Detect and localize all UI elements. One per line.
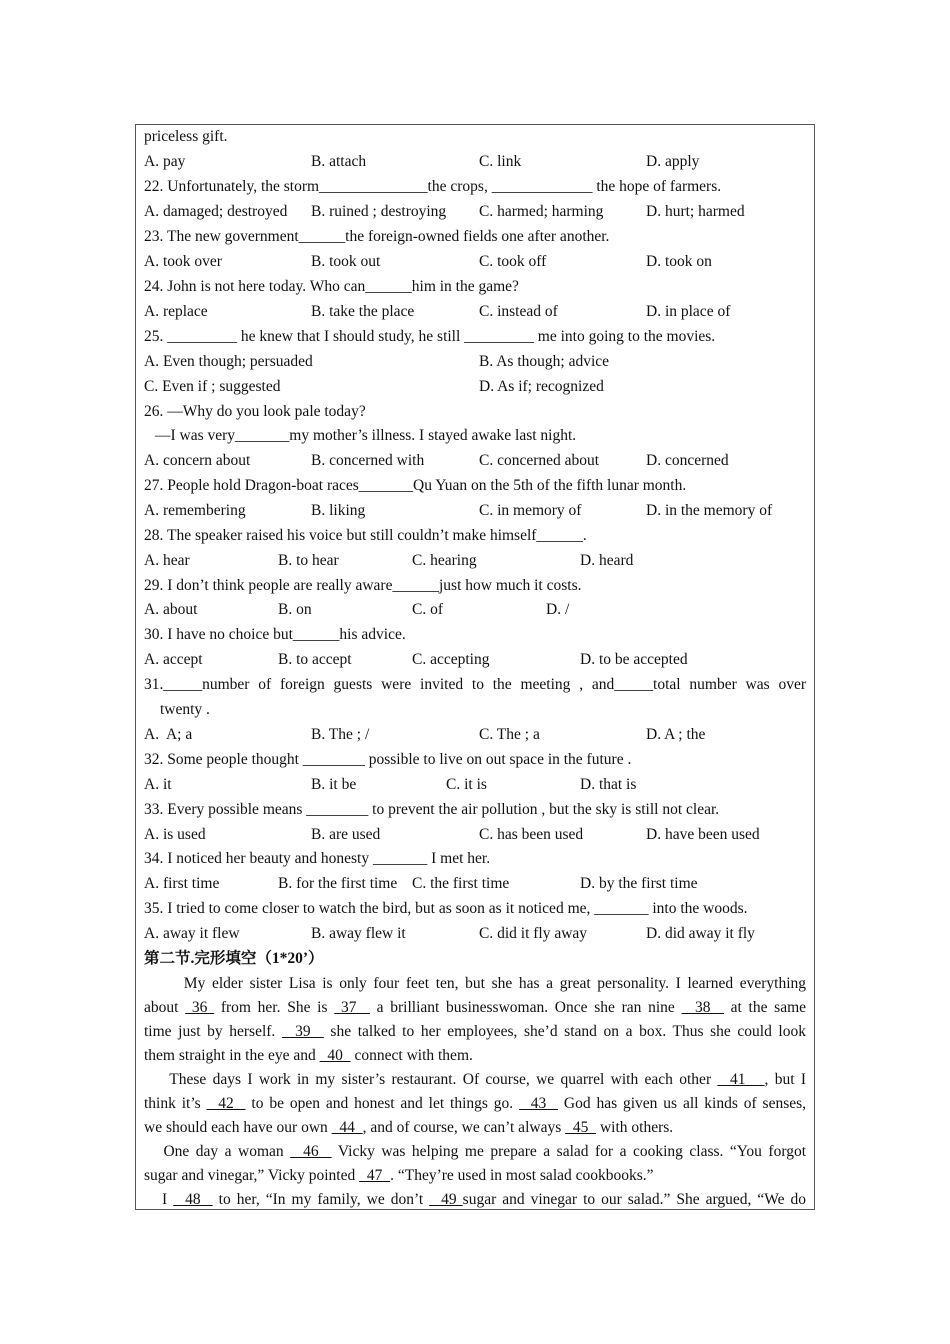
question-text: 33. Every possible means ________ to prevent the air pollution , but the sky is still not clear. <box>144 801 720 818</box>
option-d: D. / <box>546 601 570 618</box>
options-row <box>144 202 806 222</box>
cloze-blank: 45 <box>565 1119 597 1136</box>
options-row <box>144 252 806 272</box>
option-a: A. took over <box>144 253 222 270</box>
passage-text: to be open and honest and let things go. <box>245 1095 520 1112</box>
passage-text: sugar and vinegar to our salad.” She argued, “We do <box>462 1191 807 1208</box>
option-b: B. concerned with <box>311 452 425 469</box>
passage-text: think it’s <box>144 1095 207 1112</box>
option-c: C. took off <box>479 253 547 270</box>
option-b: B. take the place <box>311 303 415 320</box>
option-c: C. hearing <box>412 552 477 569</box>
option-b: B. are used <box>311 826 381 843</box>
question-text: 32. Some people thought ________ possible to live on out space in the future . <box>144 751 632 768</box>
question-text: twenty . <box>160 701 210 718</box>
passage-line <box>144 1094 806 1114</box>
passage-line <box>144 1190 806 1210</box>
question-text: 35. I tried to come closer to watch the bird, but as soon as it noticed me, _______ into the woods. <box>144 900 748 917</box>
question-text: 25. _________ he knew that I should study, he still _________ me into going to the movies. <box>144 328 716 345</box>
options-row <box>144 501 806 521</box>
options-row <box>144 600 806 620</box>
option-d: D. did away it fly <box>646 925 755 942</box>
options-row <box>144 650 806 670</box>
question-text: —I was very_______my mother’s illness. I stayed awake last night. <box>155 427 577 444</box>
cloze-blank: 43 <box>519 1095 559 1112</box>
passage-text: . “They’re used in most salad cookbooks.” <box>390 1167 654 1184</box>
options-row <box>144 451 806 471</box>
cloze-blank: 41 <box>717 1071 765 1088</box>
passage-text: we should each have our own <box>144 1119 332 1136</box>
option-b: B. liking <box>311 502 366 519</box>
option-a: A. away it flew <box>144 925 240 942</box>
passage-line <box>144 998 806 1018</box>
option-d: D. heard <box>580 552 634 569</box>
question-text: priceless gift. <box>144 128 228 145</box>
option-c: C. did it fly away <box>479 925 588 942</box>
option-a: A. accept <box>144 651 203 668</box>
option-d: D. to be accepted <box>580 651 688 668</box>
cloze-blank: 37 <box>334 999 370 1016</box>
option-b: B. attach <box>311 153 367 170</box>
question-text: 28. The speaker raised his voice but still couldn’t make himself______. <box>144 527 587 544</box>
passage-line <box>144 1142 806 1162</box>
option-b: B. took out <box>311 253 381 270</box>
passage-text: them straight in the eye and <box>144 1047 320 1064</box>
passage-line <box>144 1022 806 1042</box>
passage-text: God has given us all kinds of senses, <box>558 1095 807 1112</box>
passage-text: connect with them. <box>350 1047 473 1064</box>
passage-text: One day a woman <box>144 1143 291 1160</box>
option-a: A. is used <box>144 826 206 843</box>
passage-text: time just by herself. <box>144 1023 282 1040</box>
question-text: 30. I have no choice but______his advice. <box>144 626 406 643</box>
option-b: B. for the first time <box>278 875 398 892</box>
option-d: D. hurt; harmed <box>646 203 745 220</box>
cloze-blank: 42 <box>206 1095 246 1112</box>
option-d: D. that is <box>580 776 637 793</box>
option-d: D. have been used <box>646 826 760 843</box>
options-row <box>144 377 806 397</box>
option-a: A. remembering <box>144 502 246 519</box>
option-d: D. by the first time <box>580 875 698 892</box>
passage-text: , but I <box>764 1071 807 1088</box>
question-text: 34. I noticed her beauty and honesty _______ I met her. <box>144 850 491 867</box>
option-a: A. damaged; destroyed <box>144 203 288 220</box>
options-row <box>144 551 806 571</box>
option-d: D. in place of <box>646 303 731 320</box>
options-row <box>144 874 806 894</box>
passage-line <box>144 1046 806 1066</box>
passage-text: These days I work in my sister’s restaurant. Of course, we quarrel with each other <box>144 1071 718 1088</box>
passage-line <box>144 1166 806 1186</box>
option-c: C. accepting <box>412 651 490 668</box>
option-a: A. it <box>144 776 172 793</box>
passage-text: My elder sister Lisa is only four feet ten, but she has a great personality. I learned everything <box>144 975 806 992</box>
option-b: B. on <box>278 601 312 618</box>
option-a: A. first time <box>144 875 220 892</box>
question-text: 31._____number of foreign guests were invited to the meeting , and_____total number was over <box>144 676 806 693</box>
option-b: B. to accept <box>278 651 352 668</box>
option-c: C. of <box>412 601 443 618</box>
passage-text: I <box>144 1191 174 1208</box>
passage-line <box>144 1118 806 1138</box>
options-row <box>144 152 806 172</box>
option-c: C. instead of <box>479 303 558 320</box>
option-c: C. the first time <box>412 875 510 892</box>
cloze-blank: 36 <box>185 999 215 1016</box>
section-heading: 第二节.完形填空（1*20’） <box>144 950 324 967</box>
options-row <box>144 352 806 372</box>
passage-line <box>144 974 806 994</box>
question-text: 22. Unfortunately, the storm______________the crops, _____________ the hope of farmers. <box>144 178 722 195</box>
option-d: D. A ; the <box>646 726 706 743</box>
option-b: B. The ; / <box>311 726 370 743</box>
question-text: 27. People hold Dragon-boat races_______Qu Yuan on the 5th of the fifth lunar month. <box>144 477 687 494</box>
option-a: C. Even if ; suggested <box>144 378 281 395</box>
option-c: C. has been used <box>479 826 584 843</box>
option-b: B. to hear <box>278 552 339 569</box>
passage-text: sugar and vinegar,” Vicky pointed <box>144 1167 360 1184</box>
cloze-blank: 44 <box>331 1119 363 1136</box>
passage-text: Vicky was helping me prepare a salad for a cooking class. “You forgot <box>331 1143 807 1160</box>
question-text: 23. The new government______the foreign-owned fields one after another. <box>144 228 610 245</box>
option-b: B. As though; advice <box>479 353 610 370</box>
option-a: A. concern about <box>144 452 251 469</box>
cloze-blank: 49 <box>429 1191 463 1208</box>
option-c: C. link <box>479 153 522 170</box>
passage-text: with others. <box>596 1119 674 1136</box>
options-row <box>144 725 806 745</box>
passage-text: at the same <box>723 999 807 1016</box>
option-b: B. it be <box>311 776 357 793</box>
option-b: B. ruined ; destroying <box>311 203 447 220</box>
option-d: D. apply <box>646 153 700 170</box>
options-row <box>144 825 806 845</box>
option-c: C. The ; a <box>479 726 540 743</box>
option-d: D. in the memory of <box>646 502 773 519</box>
option-a: A. about <box>144 601 198 618</box>
cloze-blank: 39 <box>281 1023 324 1040</box>
option-c: C. harmed; harming <box>479 203 604 220</box>
options-row <box>144 924 806 944</box>
cloze-blank: 48 <box>173 1191 213 1208</box>
option-d: D. concerned <box>646 452 729 469</box>
cloze-blank: 46 <box>290 1143 332 1160</box>
options-row <box>144 775 806 795</box>
option-c: C. it is <box>446 776 487 793</box>
option-a: A. hear <box>144 552 190 569</box>
question-text: 29. I don’t think people are really aware______just how much it costs. <box>144 577 582 594</box>
option-a: A. Even though; persuaded <box>144 353 313 370</box>
passage-text: she talked to her employees, she’d stand on a box. Thus she could look <box>323 1023 806 1040</box>
question-text: 24. John is not here today. Who can______him in the game? <box>144 278 519 295</box>
option-b: B. away flew it <box>311 925 406 942</box>
passage-text: , and of course, we can’t always <box>362 1119 566 1136</box>
option-d: D. took on <box>646 253 712 270</box>
cloze-blank: 38 <box>681 999 724 1016</box>
passage-text: a brilliant businesswoman. Once she ran nine <box>369 999 682 1016</box>
passage-text: from her. She is <box>214 999 335 1016</box>
cloze-blank: 40 <box>319 1047 351 1064</box>
option-a: A. replace <box>144 303 208 320</box>
option-a: A. A; a <box>144 726 193 743</box>
cloze-blank: 47 <box>359 1167 391 1184</box>
option-c: C. concerned about <box>479 452 600 469</box>
option-a: A. pay <box>144 153 186 170</box>
question-text: 26. —Why do you look pale today? <box>144 403 366 420</box>
passage-text: to her, “In my family, we don’t <box>212 1191 430 1208</box>
passage-text: about <box>144 999 186 1016</box>
option-b: D. As if; recognized <box>479 378 604 395</box>
options-row <box>144 302 806 322</box>
option-c: C. in memory of <box>479 502 582 519</box>
passage-line <box>144 1070 806 1090</box>
